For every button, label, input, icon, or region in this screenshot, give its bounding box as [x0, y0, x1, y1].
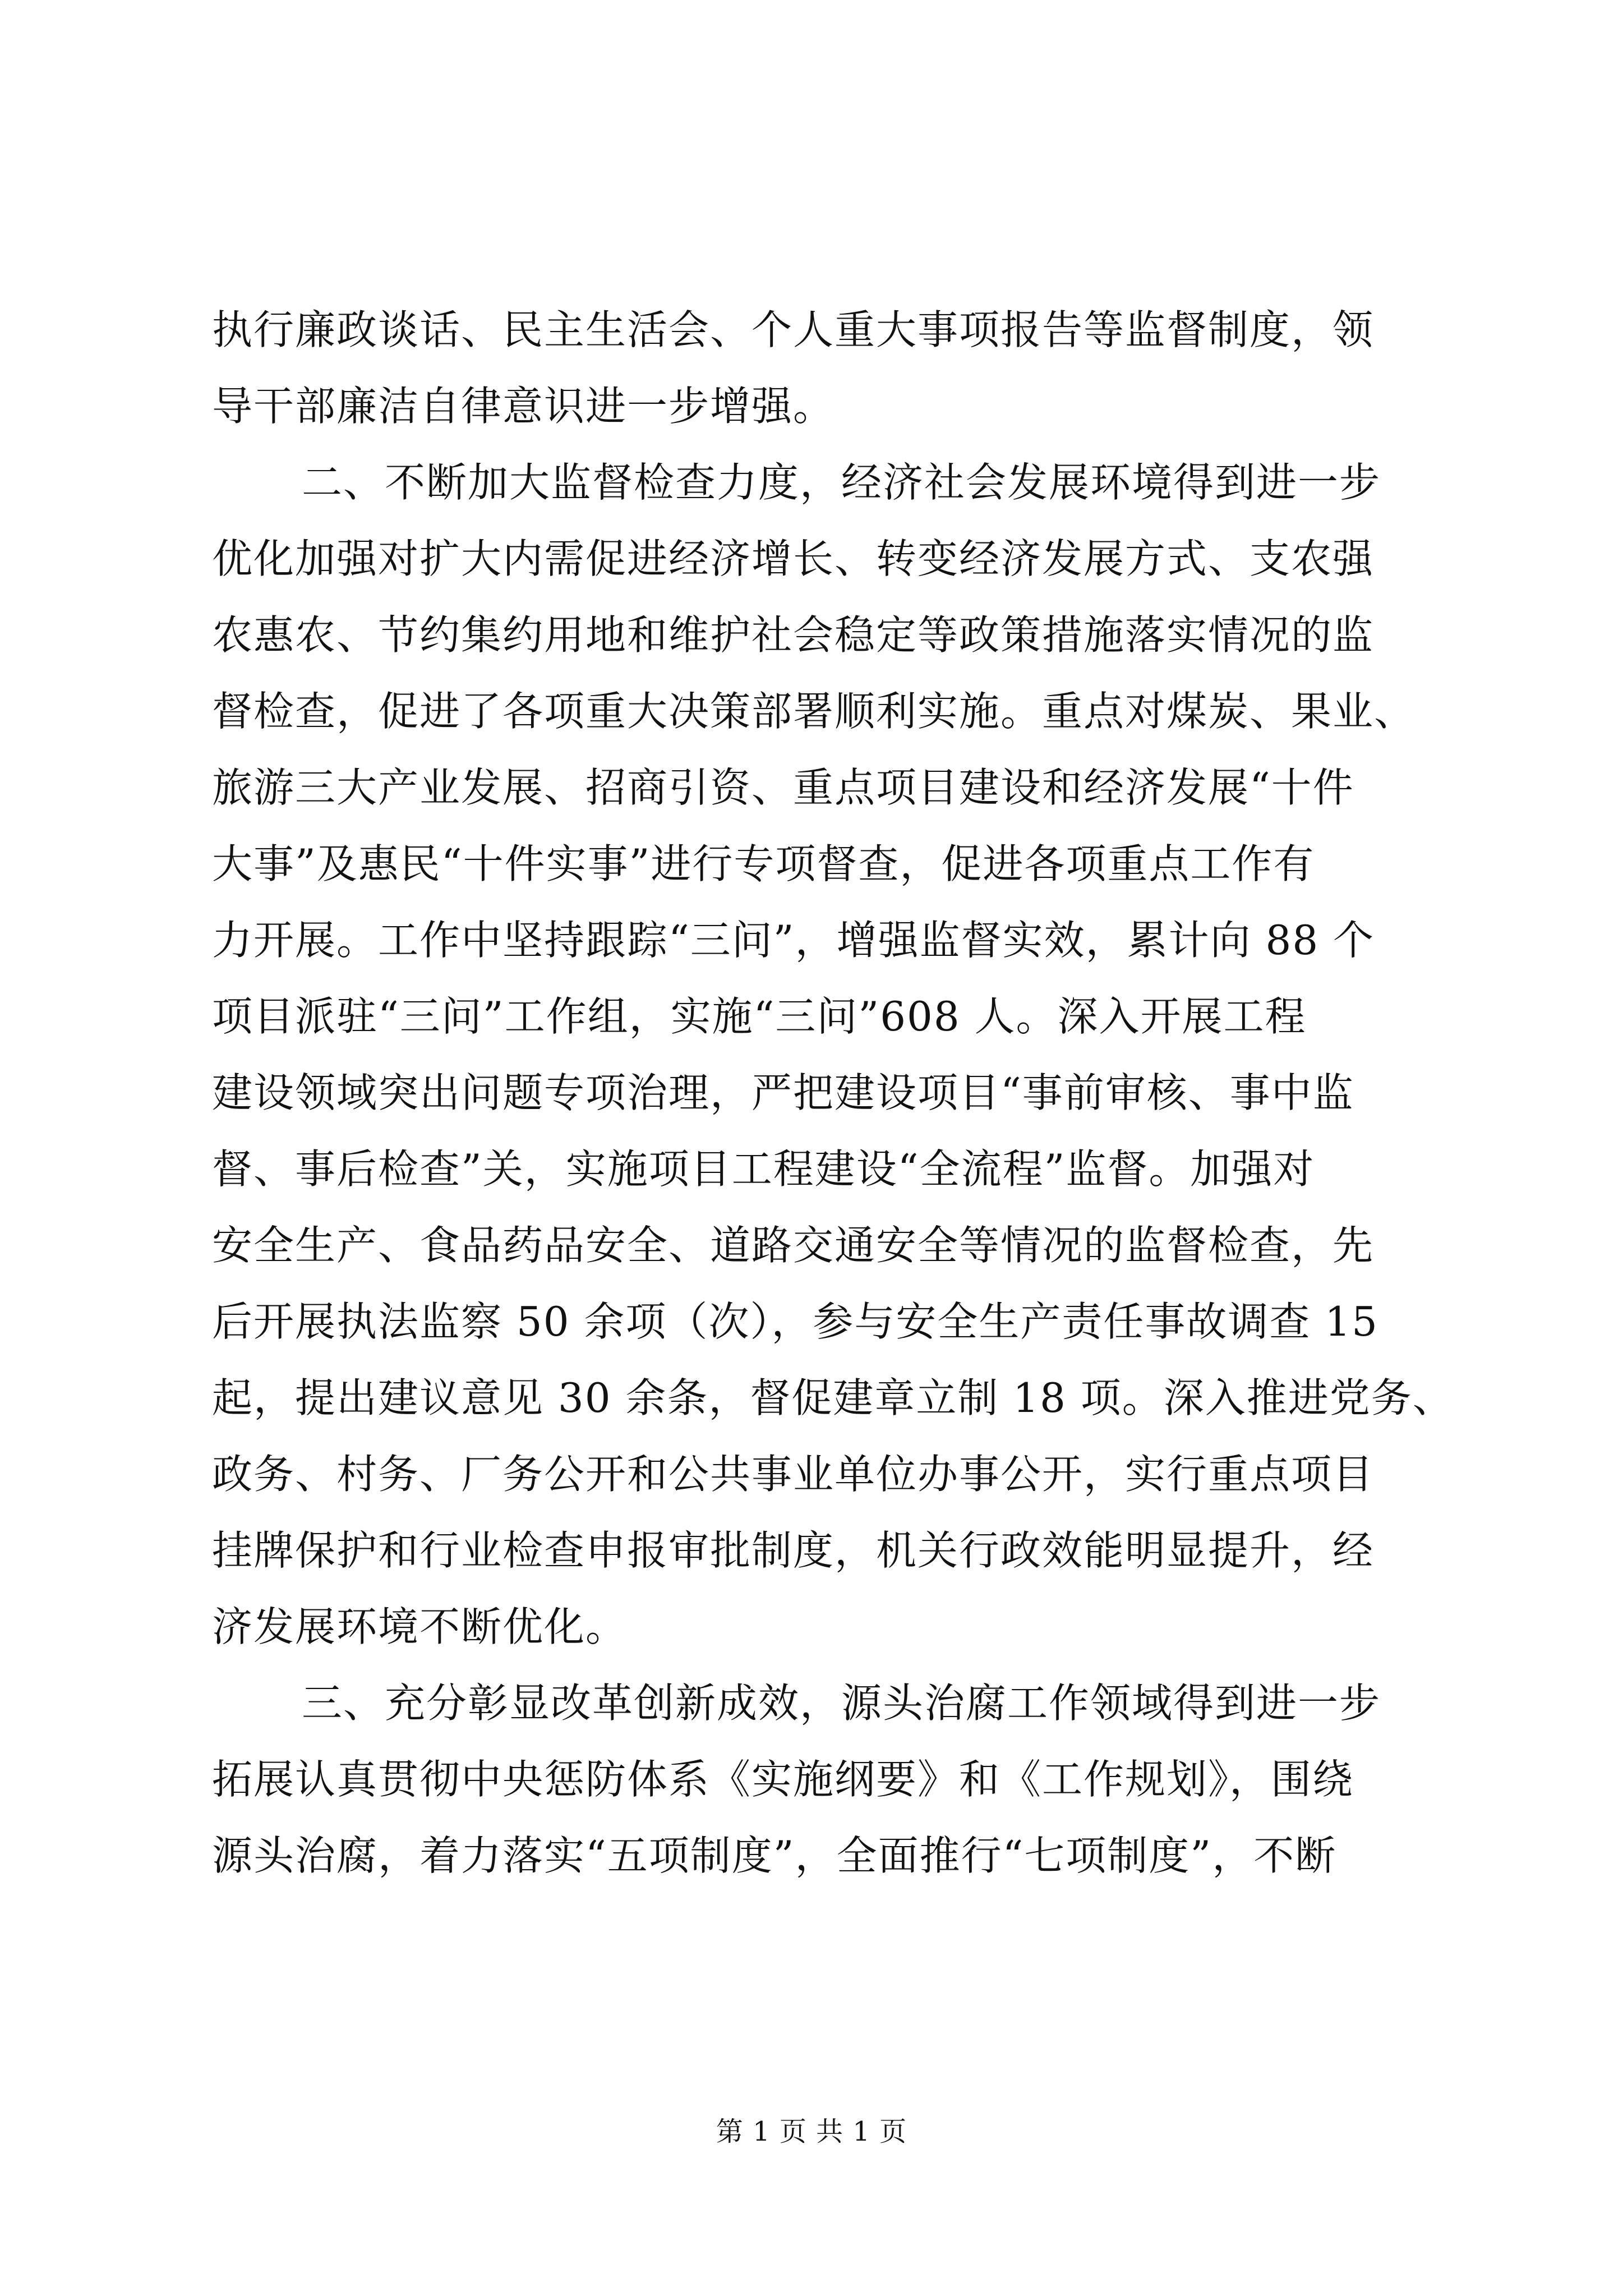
paragraph-continuation [212, 292, 1423, 444]
page-footer: 第 1 页 共 1 页 [716, 2116, 907, 2147]
text-line: 挂牌保护和行业检查申报审批制度，机关行政效能明显提升，经 [212, 1527, 1375, 1574]
text-line: 优化加强对扩大内需促进经济增长、转变经济发展方式、支农强 [212, 535, 1375, 582]
text-line: 拓展认真贯彻中央惩防体系《实施纲要》和《工作规划》，围绕 [212, 1756, 1354, 1803]
text-line: 执行廉政谈话、民主生活会、个人重大事项报告等监督制度，领 [212, 306, 1375, 353]
text-line: 后开展执法监察 50 余项（次），参与安全生产责任事故调查 15 [212, 1298, 1378, 1345]
document-body [212, 292, 1454, 1894]
text-line: 督、事后检查”关，实施项目工程建设“全流程”监督。加强对 [212, 1145, 1315, 1193]
text-line: 项目派驻“三问”工作组，实施“三问”608 人。深入开展工程 [212, 993, 1307, 1040]
text-line: 导干部廉洁自律意识进一步增强。 [212, 383, 835, 430]
text-line: 源头治腐，着力落实“五项制度”，全面推行“七项制度”，不断 [212, 1832, 1337, 1879]
text-line: 旅游三大产业发展、招商引资、重点项目建设和经济发展“十件 [212, 764, 1354, 811]
text-line: 力开展。工作中坚持跟踪“三问”，增强监督实效，累计向 88 个 [212, 917, 1375, 964]
text-line: 大事”及惠民“十件实事”进行专项督查，促进各项重点工作有 [212, 840, 1315, 887]
text-line: 农惠农、节约集约用地和维护社会稳定等政策措施落实情况的监 [212, 611, 1375, 659]
text-line: 政务、村务、厂务公开和公共事业单位办事公开，实行重点项目 [212, 1451, 1375, 1498]
paragraph-section-three [212, 1665, 1423, 1894]
section-heading-line: 二、不断加大监督检查力度，经济社会发展环境得到进一步 [302, 459, 1381, 506]
text-line: 安全生产、食品药品安全、道路交通安全等情况的监督检查，先 [212, 1222, 1375, 1269]
section-heading-line: 三、充分彰显改革创新成效，源头治腐工作领域得到进一步 [302, 1680, 1381, 1727]
text-line: 济发展环境不断优化。 [212, 1603, 628, 1650]
text-line: 建设领域突出问题专项治理，严把建设项目“事前审核、事中监 [212, 1069, 1354, 1116]
text-line: 起，提出建议意见 30 余条，督促建章立制 18 项。深入推进党务、 [212, 1374, 1454, 1421]
text-line: 督检查，促进了各项重大决策部署顺利实施。重点对煤炭、果业、 [212, 688, 1416, 735]
paragraph-section-two [212, 444, 1454, 1665]
